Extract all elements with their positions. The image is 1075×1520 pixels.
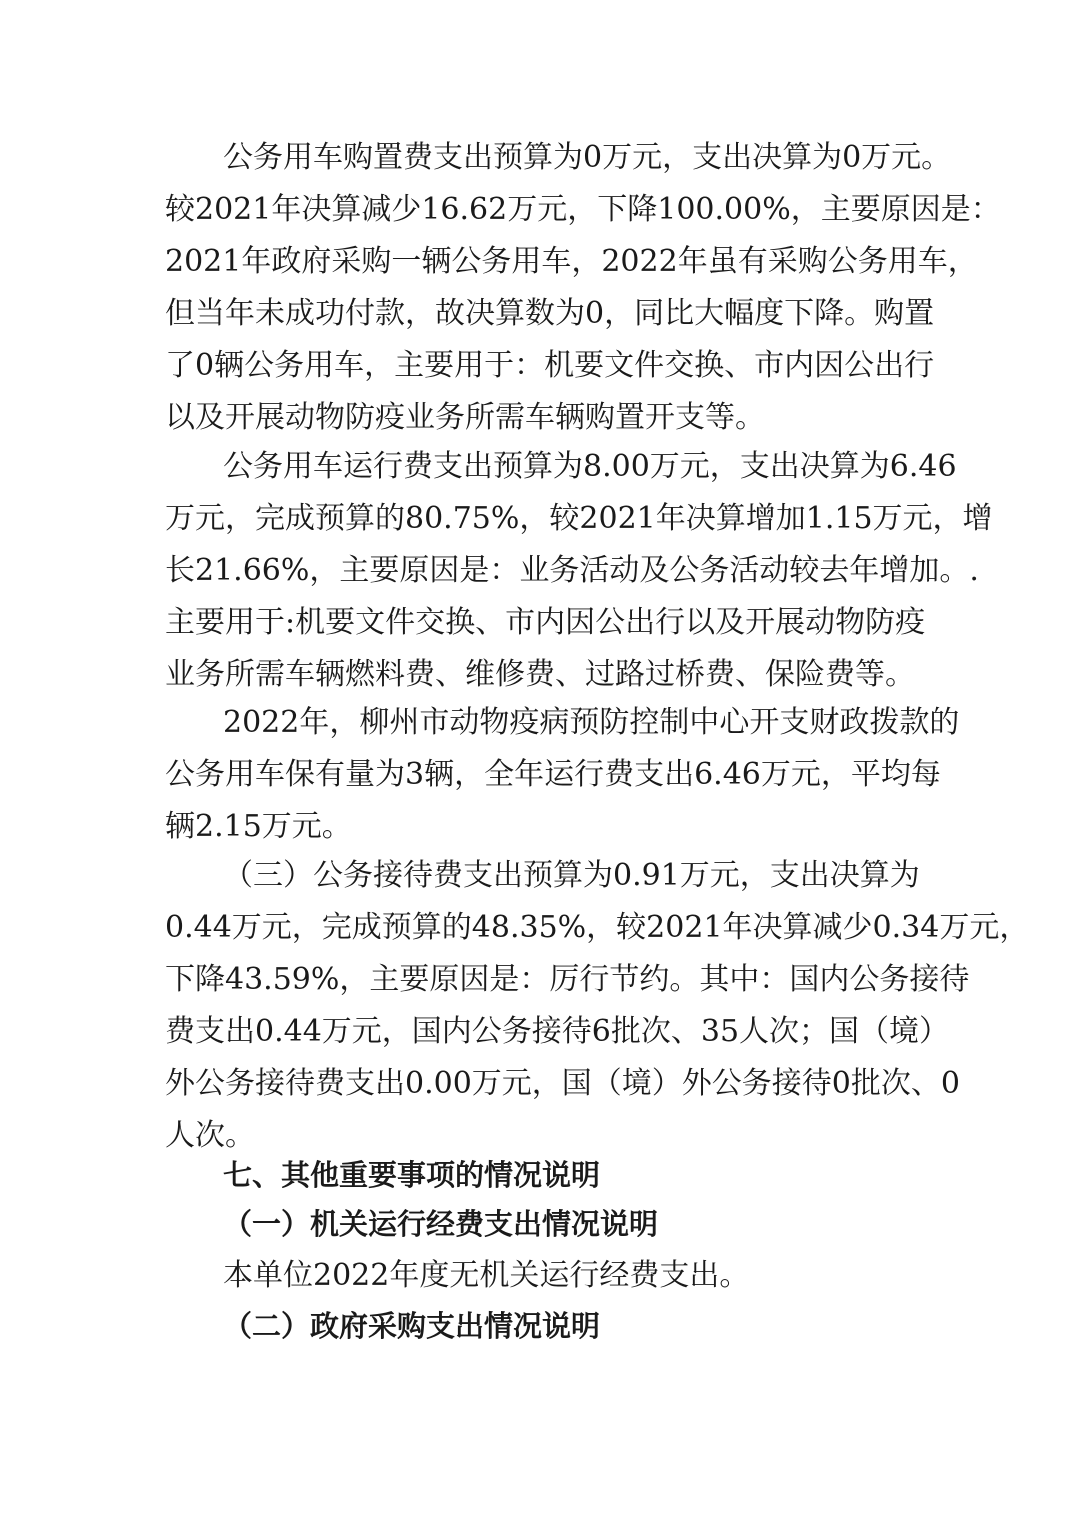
paragraph-line: 0.44万元，完成预算的48.35%，较2021年决算减少0.34万元， (165, 910, 1030, 945)
paragraph-line: 2021年政府采购一辆公务用车，2022年虽有采购公务用车， (165, 244, 978, 279)
paragraph-line: 公务用车保有量为3辆，全年运行费支出6.46万元，平均每 (165, 757, 941, 792)
paragraph-line: 辆2.15万元。 (165, 809, 352, 844)
paragraph-line: 较2021年决算减少16.62万元，下降100.00%，主要原因是： (165, 192, 1001, 227)
paragraph-line: 公务用车运行费支出预算为8.00万元，支出决算为6.46 (223, 449, 957, 484)
paragraph-line: 外公务接待费支出0.00万元，国（境）外公务接待0批次、0 (165, 1066, 960, 1101)
paragraph-line: 下降43.59%，主要原因是：厉行节约。其中：国内公务接待 (165, 962, 970, 997)
paragraph-line: 2022年，柳州市动物疫病预防控制中心开支财政拨款的 (223, 705, 960, 740)
paragraph-line: 长21.66%，主要原因是：业务活动及公务活动较去年增加。. (165, 553, 979, 588)
subsection-heading: （一）机关运行经费支出情况说明 (223, 1207, 659, 1241)
paragraph-line: 万元，完成预算的80.75%，较2021年决算增加1.15万元，增 (165, 501, 993, 536)
paragraph-line: 本单位2022年度无机关运行经费支出。 (223, 1258, 750, 1293)
paragraph-line: 公务用车购置费支出预算为0万元，支出决算为0万元。 (223, 140, 952, 175)
paragraph-line: 主要用于:机要文件交换、市内因公出行以及开展动物防疫 (165, 605, 926, 640)
paragraph-line: 但当年未成功付款，故决算数为0，同比大幅度下降。购置 (165, 296, 935, 331)
subsection-heading: （二）政府采购支出情况说明 (223, 1309, 601, 1343)
paragraph-line: 业务所需车辆燃料费、维修费、过路过桥费、保险费等。 (165, 657, 915, 692)
paragraph-line: 了0辆公务用车，主要用于：机要文件交换、市内因公出行 (165, 348, 935, 383)
paragraph-line: 以及开展动物防疫业务所需车辆购置开支等。 (165, 400, 765, 435)
paragraph-line: （三）公务接待费支出预算为0.91万元，支出决算为 (223, 858, 920, 893)
paragraph-line: 费支出0.44万元，国内公务接待6批次、35人次；国（境） (165, 1014, 950, 1049)
paragraph-line: 人次。 (165, 1118, 255, 1153)
section-heading: 七、其他重要事项的情况说明 (223, 1158, 601, 1192)
